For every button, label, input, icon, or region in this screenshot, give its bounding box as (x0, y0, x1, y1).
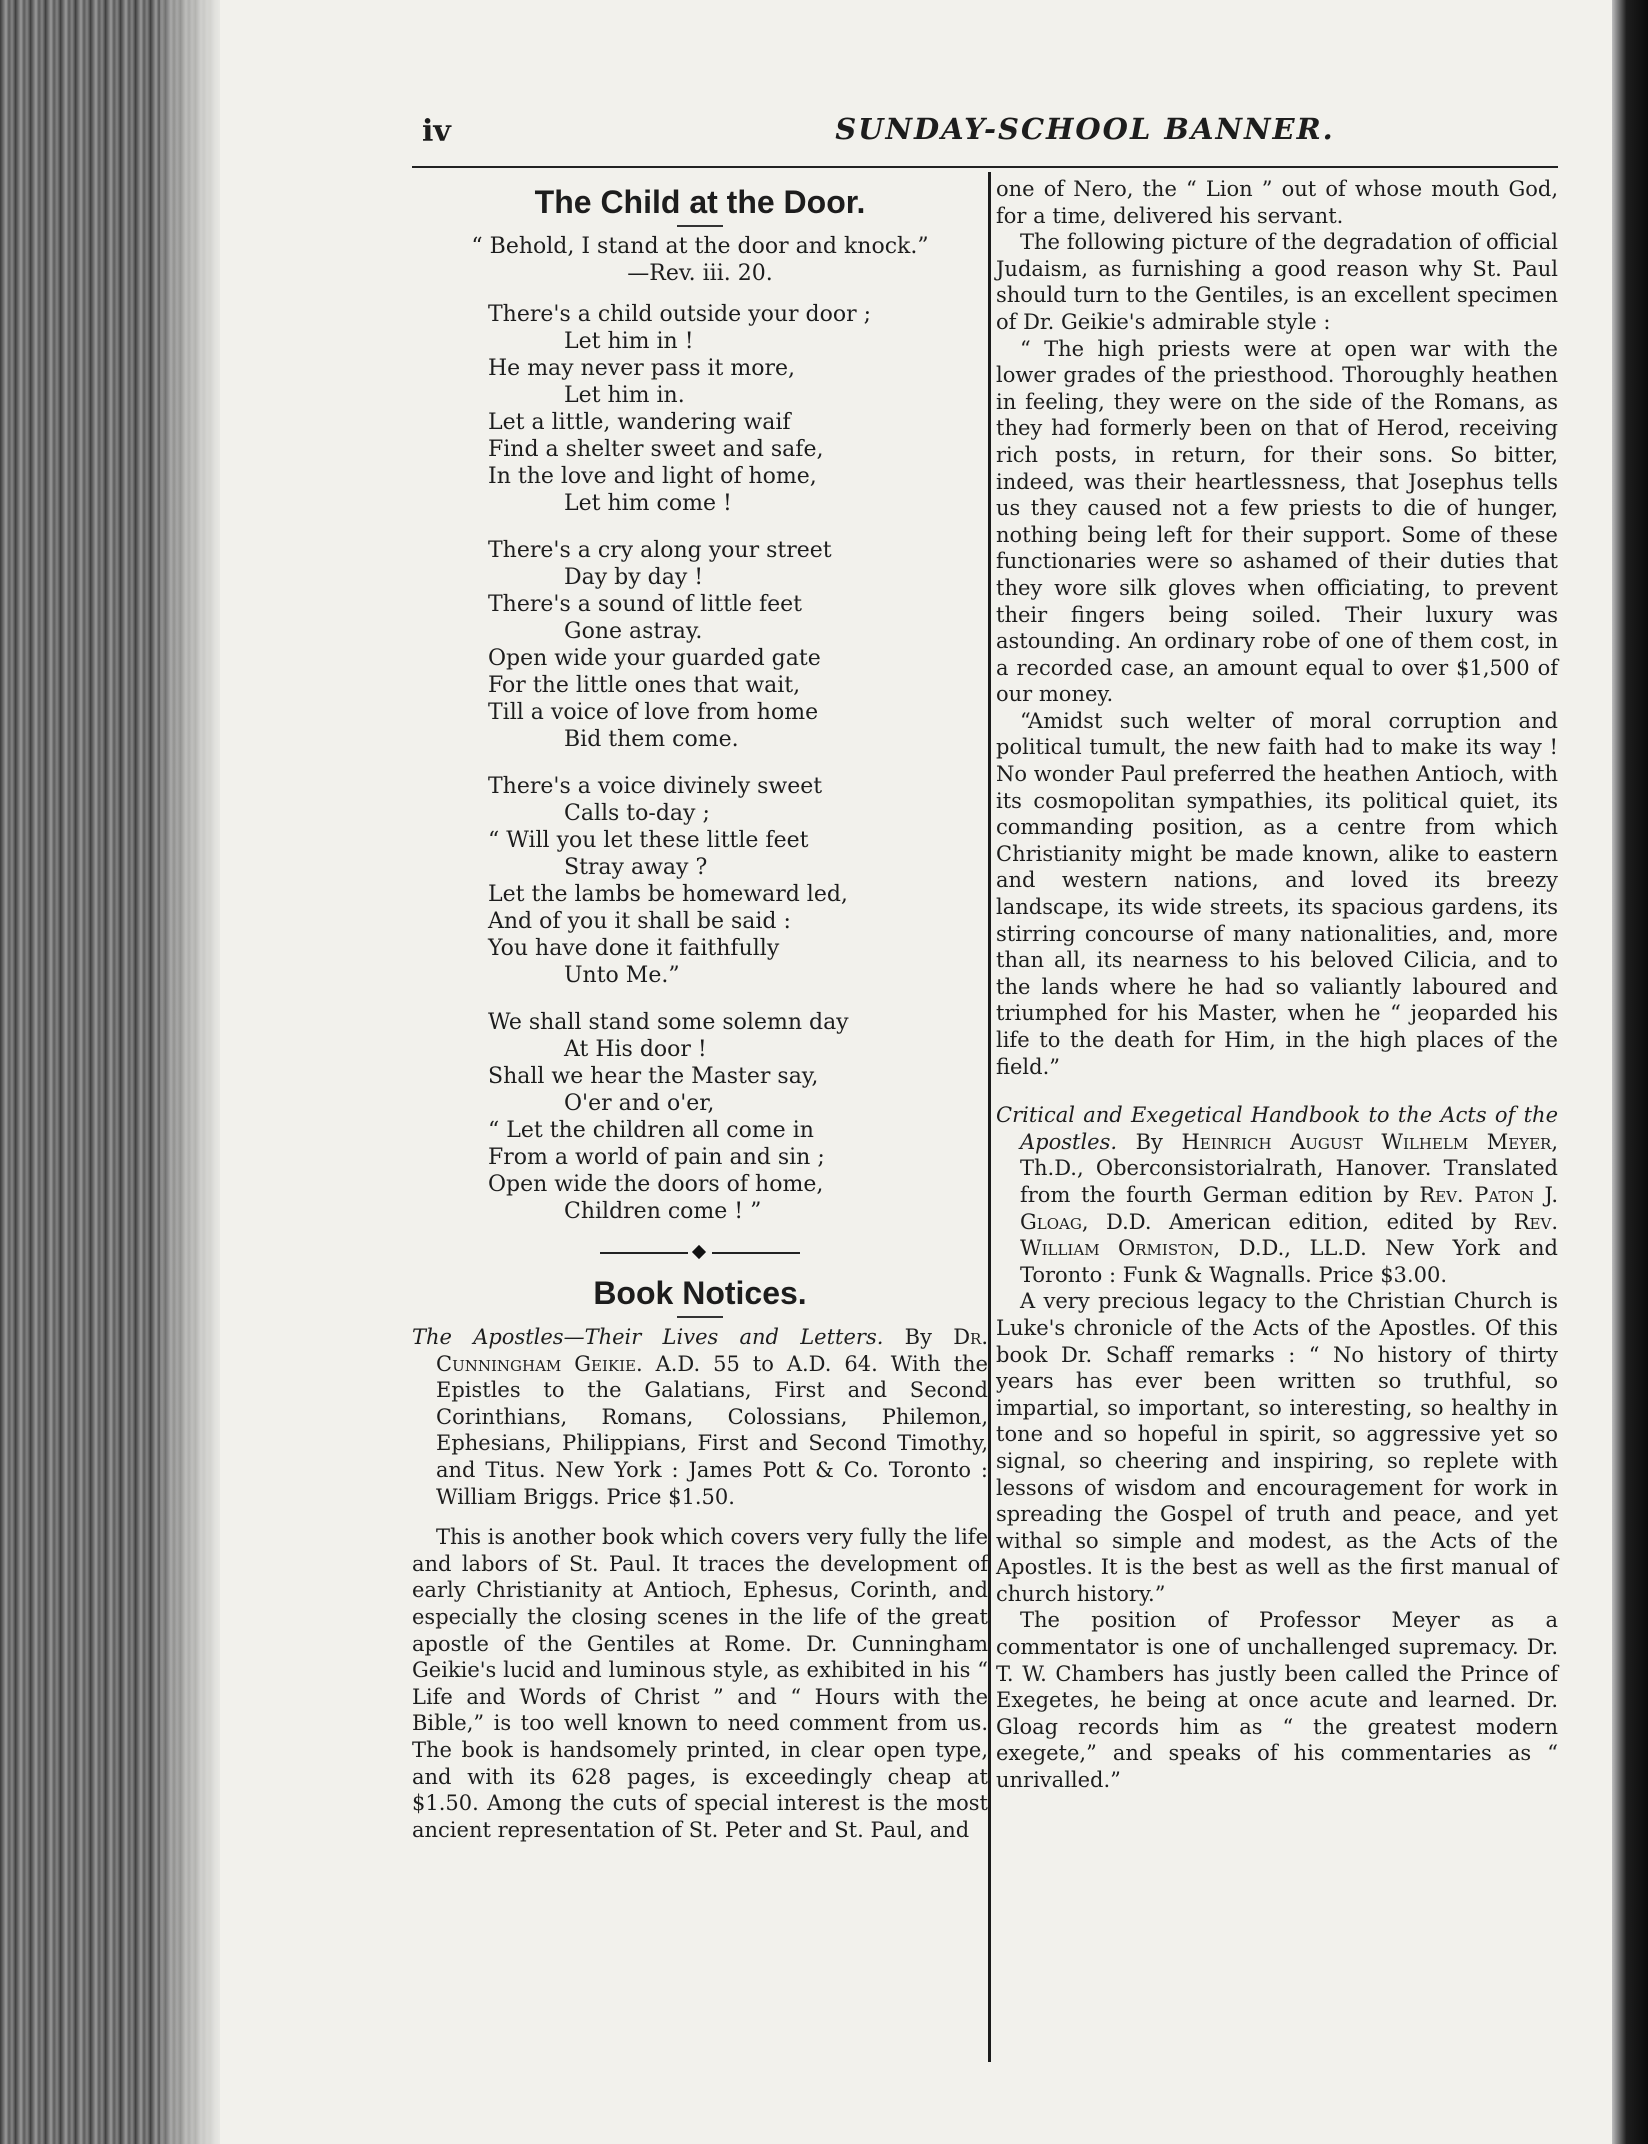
poem-line: From a world of pain and sin ; (488, 1145, 825, 1170)
quote-paragraph: “ The high priests were at open war with the lower grades of the priesthood. Thoroughly heathen in feeling, they were on the side of the Romans, as they had formerly been on that of Herod, receiving rich posts, in return, for their sons. So bitter, indeed, was their heartlessness, that Josephus tells us they caused not a few priests to die of hunger, nothing being left for their support. Some of these functionaries were so ashamed of their duties that they wore silk gloves when officiating, to prevent their fingers being soiled. Their luxury was astounding. An ordinary robe of one of them cost, in a recorded case, an amount equal to over $1,500 of our money. (996, 336, 1558, 707)
page-right-edge (1612, 0, 1648, 2144)
spacer (996, 1080, 1558, 1102)
poem-line: There's a cry along your street (488, 538, 832, 563)
review-paragraph: one of Nero, the “ Lion ” out of whose mouth God, for a time, delivered his servant. (996, 177, 1558, 228)
poem-line: He may never pass it more, (488, 356, 796, 381)
running-title: SUNDAY-SCHOOL BANNER. (835, 112, 1335, 146)
poem-epigraph (412, 233, 988, 287)
poem-line: There's a voice divinely sweet (488, 774, 823, 799)
review-paragraph: The following picture of the degradation of official Judaism, as furnishing a good reason why St. Paul should turn to the Gentiles, is an excellent specimen of Dr. Geikie's admirable style : (996, 230, 1558, 334)
poem-line: Children come ! ” (564, 1199, 762, 1224)
header-rule (412, 166, 1558, 168)
poem-line: “ Will you let these little feet (488, 828, 809, 853)
stanza (488, 1009, 988, 1225)
spacer (412, 1510, 988, 1524)
poem-line: Open wide your guarded gate (488, 646, 821, 671)
book-entry-handbook (996, 1102, 1558, 1288)
poem-line: And of you it shall be said : (488, 909, 791, 934)
poem-line: Shall we hear the Master say, (488, 1064, 819, 1089)
poem-line: “ Let the children all come in (488, 1118, 814, 1143)
epigraph-text: “ Behold, I stand at the door and knock.” (471, 234, 929, 259)
poem-line: Day by day ! (564, 565, 704, 590)
epigraph-reference: —Rev. iii. 20. (627, 261, 773, 286)
poem-line: In the love and light of home, (488, 464, 817, 489)
book-notices-title: Book Notices. (593, 1275, 807, 1311)
poem-title: The Child at the Door. (534, 184, 866, 220)
stanza (488, 301, 988, 517)
page-header (412, 100, 1558, 156)
page-number: iv (422, 114, 451, 149)
right-column (996, 176, 1558, 1794)
poem-body (488, 301, 988, 1225)
poem-line: Find a shelter sweet and safe, (488, 437, 824, 462)
book-details: Th.D., Oberconsistorialrath, Hanover. Translated from the fourth German edition by (1020, 1156, 1558, 1207)
book-author: Heinrich August Wilhelm Meyer, (1181, 1129, 1558, 1154)
poem-line: Let him come ! (564, 491, 732, 516)
title-underline (677, 225, 723, 227)
column-divider (988, 172, 991, 2062)
poem-line: Open wide the doors of home, (488, 1172, 824, 1197)
book-binding-edge (0, 0, 220, 2144)
poem-line: Let him in ! (564, 329, 694, 354)
book-details: A.D. 55 to A.D. 64. With the Epistles to the Galatians, First and Second Corinthians, Romans, Colossians, Philemon, Ephesians, Philippians, First and Second Timothy, and Titus. New York : James Pott & Co. Toronto : William Briggs. Price $1.50. (436, 1351, 988, 1509)
poem-line: There's a child outside your door ; (488, 302, 872, 327)
poem-line: You have done it faithfully (488, 936, 780, 961)
poem-line: Let a little, wandering waif (488, 410, 791, 435)
poem-line: At His door ! (564, 1037, 707, 1062)
title-underline (677, 1316, 723, 1318)
poem-line: There's a sound of little feet (488, 592, 802, 617)
left-column (412, 176, 988, 1843)
stanza (488, 773, 988, 989)
review-paragraph: The position of Professor Meyer as a commentator is one of unchallenged supremacy. Dr. T. W. Chambers has justly been called the Prince of Exegetes, he being at once acute and learned. Dr. Gloag records him as “ the greatest modern exegete,” and speaks of his commentaries as “ unrivalled.” (996, 1608, 1558, 1793)
poem-line: O'er and o'er, (564, 1091, 715, 1116)
quote-paragraph: “Amidst such welter of moral corruption and political tumult, the new faith had to make its way ! No wonder Paul preferred the heathen Antioch, with its cosmopolitan sympathies, its political quiet, its commanding position, as a centre from which Christianity might be made known, alike to eastern and western nations, and loved its breezy landscape, its wide streets, its spacious gardens, its stirring concourse of many nationalities, and, more than all, its nearness to his beloved Cilicia, and to the lands where he had so valiantly laboured and triumphed for his Master, when he “ jeoparded his life to the death for Him, in the high places of the field.” (996, 708, 1558, 1079)
poem-line: Let the lambs be homeward led, (488, 882, 848, 907)
poem-line: Unto Me.” (564, 963, 680, 988)
book-details: D.D., LL.D. New York and Toronto : Funk & Wagnalls. Price $3.00. (1020, 1236, 1558, 1287)
poem-line: We shall stand some solemn day (488, 1010, 849, 1035)
ornamental-divider (600, 1245, 800, 1261)
book-editor: Rev. William Ormiston, (1020, 1209, 1558, 1261)
poem-line: Gone astray. (564, 619, 703, 644)
ornament-diamond (692, 1245, 706, 1259)
book-translator: Rev. Paton J. Gloag, (1020, 1182, 1559, 1234)
book-author: Dr. Cunningham Geikie. (436, 1325, 988, 1376)
book-title: Critical and Exegetical Handbook to the Acts of the Apostles. (996, 1103, 1558, 1154)
poem-line: Till a voice of love from home (488, 700, 819, 725)
by-word: By (883, 1325, 954, 1349)
poem-line: For the little ones that wait, (488, 673, 801, 698)
book-title: The Apostles—Their Lives and Letters. (412, 1325, 884, 1349)
poem-line: Let him in. (564, 383, 685, 408)
poem-line: Stray away ? (564, 855, 708, 880)
ornament-bar-right (712, 1252, 800, 1254)
book-entry-apostles (412, 1324, 988, 1510)
stanza (488, 537, 988, 753)
ornament-bar-left (600, 1252, 688, 1254)
review-paragraph: A very precious legacy to the Christian Church is Luke's chronicle of the Acts of the Apostles. Of this book Dr. Schaff remarks : “ No history of thirty years has ever been written so truthful, so impartial, so important, so interesting, so healthy in tone and so hopeful in spirit, so aggressive yet so signal, so cheering and inspiring, so replete with lessons of wisdom and encouragement for work in spreading the Gospel of truth and peace, and yet withal so simple and modest, as the Acts of the Apostles. It is the best as well as the first manual of church history.” (996, 1289, 1558, 1606)
book-details: D.D. American edition, edited by (1088, 1209, 1514, 1234)
page (412, 100, 1558, 2080)
by-word: By (1117, 1129, 1182, 1154)
review-paragraph: This is another book which covers very fully the life and labors of St. Paul. It traces the development of early Christianity at Antioch, Ephesus, Corinth, and especially the closing scenes in the life of the great apostle of the Gentiles at Rome. Dr. Cunningham Geikie's lucid and luminous style, as exhibited in his “ Life and Words of Christ ” and “ Hours with the Bible,” is too well known to need comment from us. The book is handsomely printed, in clear open type, and with its 628 pages, is exceedingly cheap at $1.50. Among the cuts of special interest is the most ancient representation of St. Peter and St. Paul, and (412, 1525, 988, 1842)
poem-line: Bid them come. (564, 727, 739, 752)
poem-line: Calls to-day ; (564, 801, 710, 826)
